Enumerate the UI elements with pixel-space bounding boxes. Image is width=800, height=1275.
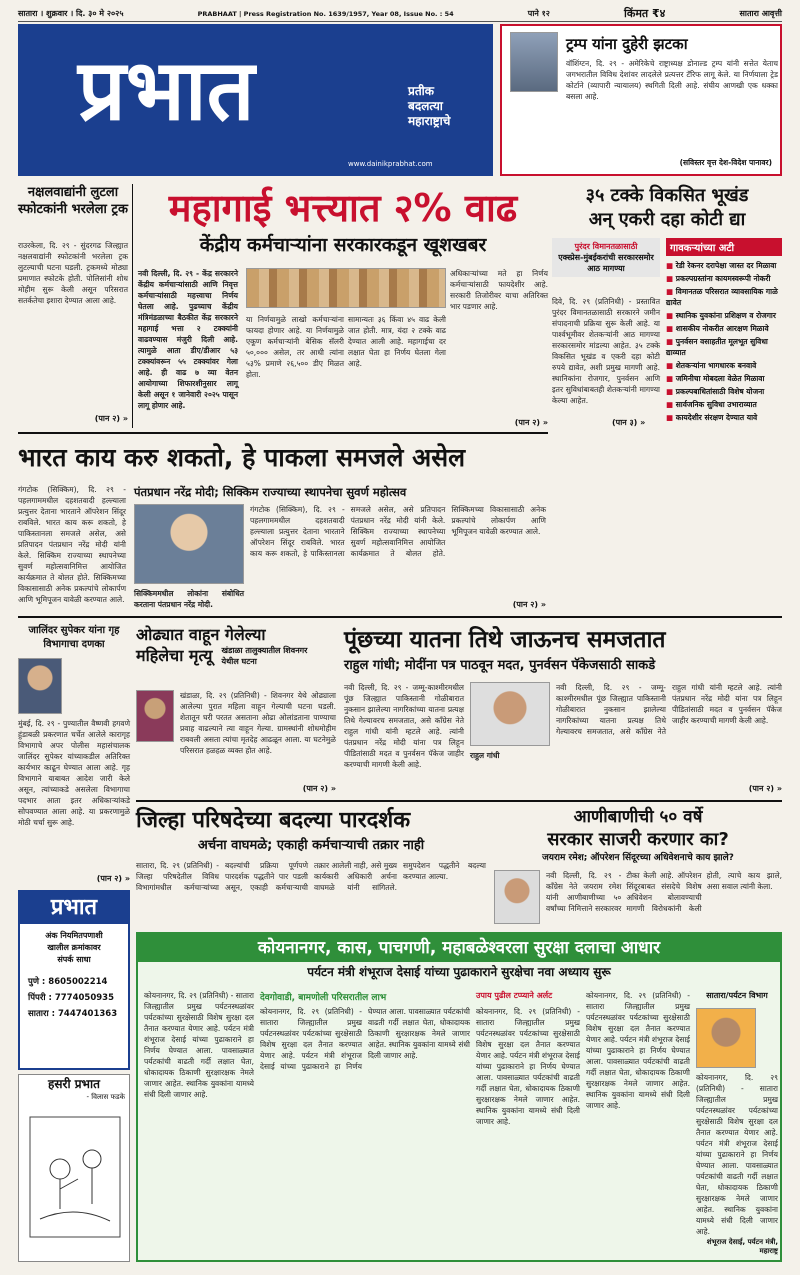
flood-headline-2: महिलेचा मृत्यू	[136, 646, 213, 665]
police-body: मुंबई, दि. २९ - पुण्यातील वैष्णवी हगवणे हुंडाबळी प्रकरणात चर्चेत आलेले कारागृह विभागाचे अपर पोलीस महासंचालक जालिंदर सुपेकर यांच्याकडील अतिरिक्त कार्यभार काढून घेण्यात आला आहे. गृह विभागाने याबाबत आदेश जारी केले असून, त्यांच्याकडे असलेला विभागाचा पदभार आता इतर अधिकाऱ्यांकडे सोपवण्यात आला आहे. या प्रकरणामुळे मोठी चर्चा सुरू आहे.	[18, 719, 130, 827]
zp-body-text: सातारा, दि. २९ (प्रतिनिधी) - जिल्हा परिषदेतील विविध विभागांमधील कर्मचाऱ्यांच्या बदल्यांची प्रक्रिया पूर्णपणे पारदर्शक पद्धतीने पार पडली असून, एकाही कर्मचाऱ्याची तक्रार आलेली नाही, असे मुख्य कार्यकारी अधिकारी अर्चना वाघमळे यांनी सांगितले. समुपदेशन पद्धतीने बदल्या करण्यात आल्या.	[136, 861, 486, 892]
rahul-caption: राहुल गांधी	[470, 751, 500, 760]
naxal-headline: नक्षलवाद्यांनी लुटला स्फोटकांनी भरलेला ट्रक	[18, 185, 128, 217]
land-box	[552, 238, 660, 277]
price: किंमत ₹४	[624, 7, 666, 20]
cartoon-drawing	[20, 1109, 130, 1259]
koyna-body-1: कोयनानगर, दि. २९ (प्रतिनिधी) - सातारा जिल्ह्यातील प्रमुख पर्यटनस्थळांवर पर्यटकांच्या सुरक्षेसाठी विशेष सुरक्षा दल तैनात करण्यात येणार आहे. पर्यटन मंत्री शंभूराज देसाई यांच्या पुढाकाराने हा निर्णय घेण्यात आला. पावसाळ्यात पर्यटकांची वाढती गर्दी लक्षात घेता, धोकादायक ठिकाणी सुरक्षारक्षक नेमले जाणार आहेत. स्थानिक युवकांना यामध्ये संधी दिली जाणार आहे.	[144, 991, 254, 1099]
da-story	[138, 184, 548, 428]
land-box-title: पुरंदर विमानतळासाठी	[574, 242, 638, 251]
modi-photo	[134, 504, 244, 584]
trump-headline: ट्रम्प यांना दुहेरी झटका	[566, 35, 688, 53]
koyna-body-2	[260, 1006, 470, 1256]
rahul-subheadline: राहुल गांधी; मोदींना पत्र पाठवून मदत, पुनर्वसन पॅकेजसाठी साकडे	[344, 658, 656, 673]
police-story	[18, 624, 130, 884]
ad-logo: प्रभात	[20, 892, 128, 924]
masthead	[18, 24, 493, 176]
edition: सातारा आवृत्ती	[739, 9, 782, 18]
flood-story	[136, 624, 336, 794]
ad-line-3: संपर्क साधा	[57, 955, 91, 964]
da-col-1: नवी दिल्ली, दि. २९ - केंद्र सरकारने केंद्रीय कर्मचाऱ्यांसाठी आणि निवृत्त कर्मचाऱ्यांसाठी महत्त्वाचा निर्णय घेतला आहे. पुढच्याच केंद्रीय मंत्रिमंडळाच्या बैठकीत केंद्र सरकारने महागाई भत्ता २ टक्क्यांनी वाढवण्यास मंजुरी दिली आहे. त्यामुळे आता डीए/डीआर ५३ टक्क्यांवरून ५५ टक्क्यांवर गेला आहे. ही वाढ ७ व्या वेतन आयोगाच्या शिफारशीनुसार लागू केली असून १ जानेवारी २०२५ पासून लागू होणार आहे.	[138, 269, 238, 410]
tagline-3: महाराष्ट्राचे	[408, 114, 451, 128]
koyna-body-3: कोयनानगर, दि. २९ (प्रतिनिधी) - सातारा जिल्ह्यातील प्रमुख पर्यटनस्थळांवर पर्यटकांच्या सुरक्षेसाठी विशेष सुरक्षा दल तैनात करण्यात येणार आहे. पर्यटन मंत्री शंभूराज देसाई यांच्या पुढाकाराने हा निर्णय घेण्यात आला. पावसाळ्यात पर्यटकांची वाढती गर्दी लक्षात घेता, धोकादायक ठिकाणी सुरक्षारक्षक नेमले जाणार आहेत. स्थानिक युवकांना यामध्ये संधी दिली जाणार आहे.	[476, 1007, 580, 1126]
modi-body-continued: गंगटोक (सिक्किम), दि. २९ - पहलगाममधील दहशतवादी हल्ल्याला प्रत्युत्तर देताना भारताने ऑपरेशन सिंदूर राबविले. भारत काय करू शकतो, हे पाकिस्तानला समजले असेल, असे प्रतिपादन पंतप्रधान नरेंद्र मोदी यांनी केले. सिक्किम राज्याच्या स्थापनेच्या सुवर्ण महोत्सवानिमित्त आयोजित कार्यक्रमात ते बोलत होते. सिक्किमच्या विकासासाठी अनेक प्रकल्पांचे लोकार्पण आणि भूमिपूजन यावेळी करण्यात आले.	[250, 505, 546, 558]
ad-phone-satara: सातारा : 7447401363	[28, 1009, 118, 1019]
da-col-4: अधिकाऱ्यांच्या मते हा निर्णय कर्मचाऱ्यांसाठी फायदेशीर आहे. सरकारी तिजोरीवर याचा अतिरिक्त भार पडणार आहे.	[450, 269, 548, 311]
naxal-body: राउरकेला, दि. २९ - सुंदरगढ जिल्ह्यात नक्षलवाद्यांनी स्फोटकांनी भरलेला ट्रक लुटल्याची घटना घडली. ट्रकमध्ये मोठ्या प्रमाणात स्फोटके होती. पोलिसांनी शोध मोहीम सुरू केली असून परिसरात सतर्कतेचा इशारा देण्यात आला आहे.	[18, 241, 128, 305]
koyna-body-4: कोयनानगर, दि. २९ (प्रतिनिधी) - सातारा जिल्ह्यातील प्रमुख पर्यटनस्थळांवर पर्यटकांच्या सुरक्षेसाठी विशेष सुरक्षा दल तैनात करण्यात येणार आहे. पर्यटन मंत्री शंभूराज देसाई यांच्या पुढाकाराने हा निर्णय घेण्यात आला. पावसाळ्यात पर्यटकांची वाढती गर्दी लक्षात घेता, धोकादायक ठिकाणी सुरक्षारक्षक नेमले जाणार आहेत. स्थानिक युवकांना यामध्ये संधी दिली जाणार आहे.	[586, 991, 690, 1110]
koyna-caption-2: शंभूराज देसाई, पर्यटन मंत्री, महाराष्ट्र	[706, 1238, 778, 1255]
zp-headline: जिल्हा परिषदेच्या बदल्या पारदर्शक	[136, 808, 411, 833]
trump-story	[500, 24, 782, 176]
tagline-1: प्रतीक	[408, 84, 434, 98]
ad-phone-pimpri: पिंपरी : 7774050935	[28, 993, 114, 1003]
demand-item: ■ प्रकल्पबाधितांसाठी विशेष योजना	[666, 386, 782, 397]
demand-item: ■ स्थानिक युवकांना प्रशिक्षण व रोजगार	[666, 310, 782, 321]
naxal-continued: (पान २) »	[94, 414, 128, 423]
koyna-body-5: कोयनानगर, दि. २९ (प्रतिनिधी) - सातारा जिल्ह्यातील प्रमुख पर्यटनस्थळांवर पर्यटकांच्या सुरक्षेसाठी विशेष सुरक्षा दल तैनात करण्यात येणार आहे. पर्यटन मंत्री शंभूराज देसाई यांच्या पुढाकाराने हा निर्णय घेण्यात आला. पावसाळ्यात पर्यटकांची वाढती गर्दी लक्षात घेता, धोकादायक ठिकाणी सुरक्षारक्षक नेमले जाणार आहेत. स्थानिक युवकांना यामध्ये संधी दिली जाणार आहे.	[696, 1073, 778, 1236]
demand-item: ■ जमिनीचा मोबदला वेळेत मिळावा	[666, 373, 782, 384]
emergency-subheadline: जयराम रमेश; ऑपरेशन सिंदूरच्या अधिवेशनाचे काय झाले?	[542, 853, 734, 863]
emergency-headline-1: आणीबाणीची ५० वर्षे	[573, 807, 703, 827]
koyna-caption-1: सातारा/पर्यटन विभाग	[706, 991, 768, 1000]
modi-subheadline: पंतप्रधान नरेंद्र मोदी; सिक्किम राज्याच्या स्थापनेचा सुवर्ण महोत्सव	[134, 485, 407, 499]
flood-body: खंडाळा, दि. २९ (प्रतिनिधी) - शिवनगर येथे ओढ्याला आलेल्या पुरात महिला वाहून गेल्याची घटना घडली. शेतातून घरी परतत असताना ओढा ओलांडताना पाण्याचा प्रवाह वाढल्याने त्या वाहून गेल्या. ग्रामस्थांनी शोधमोहीम राबवली असता त्यांचा मृतदेह आढळून आला. या घटनेमुळे परिसरात हळहळ व्यक्त होत आहे.	[180, 691, 336, 755]
rahul-body-2	[556, 682, 782, 782]
modi-headline: भारत काय करु शकतो, हे पाकला समजले असेल	[18, 443, 466, 472]
modi-body-2	[250, 504, 546, 610]
subscription-ad	[18, 890, 130, 1070]
trump-body: वॉशिंग्टन, दि. २९ - अमेरिकेचे राष्ट्राध्यक्ष डोनाल्ड ट्रम्प यांनी सत्तेत येताच जगभरातील विविध देशांवर लादलेले प्रत्यत्तर टॅरिफ लागू केले. या निर्णयाला ट्रेड कोर्टाने (व्यापारी न्यायालय) स्थगिती दिली आहे. संघीय आणखी एक धक्का बसला आहे.	[566, 59, 778, 101]
koyna-box-2: उपाय पुढील टप्प्याने अर्लट	[476, 991, 553, 1000]
zp-subheadline: अर्चना वाघमळे; एकाही कर्मचाऱ्याची तक्रार नाही	[197, 838, 425, 853]
modi-caption: सिक्किममधील लोकांना संबोधित करताना पंतप्रधान नरेंद्र मोदी.	[134, 589, 244, 609]
modi-body: गंगटोक (सिक्किम), दि. २९ - पहलगाममधील दहशतवादी हल्ल्याला प्रत्युत्तर देताना भारताने ऑपरेशन सिंदूर राबविले. भारत काय करू शकतो, हे पाकिस्तानला समजले असेल, असे प्रतिपादन पंतप्रधान नरेंद्र मोदी यांनी केले. सिक्किम राज्याच्या स्थापनेच्या सुवर्ण महोत्सवानिमित्त आयोजित कार्यक्रमात ते बोलत होते. सिक्किमच्या विकासासाठी अनेक प्रकल्पांचे लोकार्पण आणि भूमिपूजन यावेळी करण्यात आले.	[18, 485, 126, 604]
koyna-box-1: देवगोवाडी, बामणोली परिसरातील लाभ	[260, 993, 387, 1003]
rahul-continued: (पान २) »	[748, 784, 782, 793]
jairam-photo	[494, 870, 540, 924]
police-continued: (पान २) »	[96, 874, 130, 883]
koyna-body-2-text: कोयनानगर, दि. २९ (प्रतिनिधी) - सातारा जिल्ह्यातील प्रमुख पर्यटनस्थळांवर पर्यटकांच्या सुरक्षेसाठी विशेष सुरक्षा दल तैनात करण्यात येणार आहे. पर्यटन मंत्री शंभूराज देसाई यांच्या पुढाकाराने हा निर्णय घेण्यात आला. पावसाळ्यात पर्यटकांची वाढती गर्दी लक्षात घेता, धोकादायक ठिकाणी सुरक्षारक्षक नेमले जाणार आहेत. स्थानिक युवकांना यामध्ये संधी दिली जाणार आहे.	[260, 1007, 470, 1071]
land-headline-1: ३५ टक्के विकसित भूखंड	[585, 185, 749, 206]
da-continued: (पान २) »	[514, 418, 548, 427]
rahul-headline: पूंछच्या यातना तिथे जाऊनच समजतात	[344, 627, 666, 653]
naxal-story	[18, 184, 128, 424]
emergency-headline-2: सरकार साजरी करणार का?	[547, 829, 729, 850]
emergency-body	[546, 870, 782, 924]
da-subheadline: केंद्रीय कर्मचाऱ्यांना सरकारकडून खूशखबर	[199, 234, 487, 256]
demand-item: ■ शेतकऱ्यांना भागधारक बनवावे	[666, 360, 782, 371]
farmer-box	[666, 238, 782, 618]
demand-item: ■ रेडी रेकनर दरापेक्षा जास्त दर मिळावा	[666, 260, 782, 271]
land-box-text: एक्स्प्रेस-मुंबईकरांची सरकारसमोर आठ मागण्या	[558, 253, 654, 273]
demand-item: ■ सार्वजनिक सुविधा उभाराव्यात	[666, 399, 782, 410]
ad-line-1: अंक नियमितपणाशी	[45, 931, 103, 940]
modi-continued: (पान २) »	[512, 600, 546, 609]
demand-item: ■ पुनर्वसन वसाहतीत मूलभूत सुविधा द्याव्यात	[666, 336, 782, 358]
rahul-body-continued: नवी दिल्ली, दि. २९ - जम्मू-काश्मीरमधील पूंछ जिल्ह्यात पाकिस्तानी गोळीबारात नुकसान झालेल्या नागरिकांच्या यातना प्रत्यक्ष तिथे गेल्यावरच समजतात, असे काँग्रेस नेते राहुल गांधी यांनी म्हटले आहे. त्यांनी पंतप्रधान नरेंद्र मोदी यांना पत्र लिहून पीडितांसाठी मदत व पुनर्वसन पॅकेज जाहीर करण्याची मागणी केली आहे.	[556, 683, 782, 736]
police-headline: जालिंदर सुपेकर यांना गृह विभागाचा दणका	[28, 625, 120, 650]
rahul-body: नवी दिल्ली, दि. २९ - जम्मू-काश्मीरमधील पूंछ जिल्ह्यात पाकिस्तानी गोळीबारात नुकसान झालेल्या नागरिकांच्या यातना प्रत्यक्ष तिथे गेल्यावरच समजतात, असे काँग्रेस नेते राहुल गांधी यांनी म्हटले आहे. त्यांनी पंतप्रधान नरेंद्र मोदी यांना पत्र लिहून पीडितांसाठी मदत व पुनर्वसन पॅकेज जाहीर करण्याची मागणी केली आहे.	[344, 683, 464, 769]
flood-victim-photo	[136, 690, 174, 742]
cartoon-box	[18, 1074, 130, 1262]
da-col-2: या निर्णयामुळे लाखो कर्मचाऱ्यांना फायदा होणार आहे. या निर्णयामुळे एकूण कर्मचाऱ्यांनी बेसिक सॅलरी ५०,००० असेल, तर आधी त्यांना ५३% प्रमाणे २६,५०० डीए मिळत होता.	[246, 315, 344, 379]
land-story	[552, 184, 782, 428]
zp-body	[136, 860, 486, 922]
flood-headline-1: ओढ्यात वाहून गेलेल्या	[136, 625, 266, 644]
dateline: सातारा । शुक्रवार । दि. ३० मे २०२५	[18, 9, 124, 18]
zp-story	[136, 806, 486, 926]
land-headline-2: अन् एकरी दहा कोटी द्या	[588, 209, 746, 230]
farmer-box-title: गावकऱ्यांच्या अटी	[666, 238, 782, 256]
currency-photo	[246, 268, 446, 308]
supekar-photo	[18, 658, 62, 714]
rahul-photo	[470, 682, 550, 746]
farmer-demands	[666, 260, 782, 423]
land-body: दिवे, दि. २९ (प्रतिनिधी) - प्रस्तावित पुरंदर विमानतळासाठी सरकारने जमीन संपादनाची प्रक्रिया सुरू केली आहे. या पार्श्वभूमीवर शेतकऱ्यांनी आठ मागण्या सरकारसमोर मांडल्या आहेत. ३५ टक्के विकसित भूखंड व एकरी दहा कोटी रुपये द्यावेत, अशी प्रमुख मागणी आहे. स्थानिकांना रोजगार, पुनर्वसन आणि इतर सुविधांबाबतही शेतकऱ्यांनी मागण्या केल्या आहेत.	[552, 297, 660, 405]
top-bar	[18, 6, 782, 22]
masthead-logo: प्रभात	[78, 41, 255, 139]
modi-story	[18, 440, 546, 610]
tagline-2: बदलत्या	[408, 99, 443, 113]
desai-photo	[696, 1008, 756, 1068]
rahul-story	[344, 624, 782, 794]
da-col-3: सामान्यतः ३६ किंवा ४५ वाढ केली जात होती. मात्र, यंदा २ टक्के वाढ देण्यात आली आहे. महागाईचा दर लक्षात घेता हा निर्णय घेतला गेला आहे.	[348, 315, 446, 368]
demand-item: ■ विमानतळ परिसरात व्यावसायिक गाळे द्यावेत	[666, 286, 782, 308]
da-headline: महागाई भत्त्यात २% वाढ	[168, 186, 518, 230]
koyna-story	[136, 932, 782, 1262]
emergency-body-text: नवी दिल्ली, दि. २९ - काँग्रेस नेते जयराम रमेश यांनी आणीबाणीच्या ५० वर्षांच्या निमित्ताने सरकारवर टीका केली आहे. ऑपरेशन सिंदूरबाबत संसदेचे विशेष अधिवेशन बोलावण्याची मागणी विरोधकांनी केली होती, त्याचे काय झाले, असा सवाल त्यांनी केला.	[546, 871, 782, 913]
ad-line-2: खालील क्रमांकावर	[47, 943, 101, 952]
cartoon-author: - विलास फडके	[86, 1093, 125, 1101]
website-url: www.dainikprabhat.com	[348, 160, 433, 168]
emergency-story	[494, 806, 782, 926]
trump-photo	[510, 32, 558, 92]
flood-tag: खंडाळा तालुक्यातील शिवनगर येथील घटना	[221, 646, 308, 666]
cartoon-title: हसरी प्रभात	[48, 1077, 100, 1091]
flood-continued: (पान २) »	[302, 784, 336, 793]
demand-item: ■ कायदेशीर संरक्षण देण्यात यावे	[666, 412, 782, 423]
koyna-headline: कोयनानगर, कास, पाचगणी, महाबळेश्वरला सुरक्षा दलाचा आधार	[138, 934, 780, 962]
koyna-subheadline: पर्यटन मंत्री शंभूराज देसाई यांच्या पुढाकाराने सुरक्षेचा नवा अध्याय सुरू	[307, 965, 611, 979]
demand-item: ■ प्रकल्पग्रस्तांना कायमस्वरूपी नोकरी	[666, 273, 782, 284]
press-registration: PRABHAAT | Press Registration No. 1639/1957, Year 08, Issue No. : 54	[197, 9, 454, 18]
trump-credit: (सविस्तर वृत्त देश-विदेश पानावर)	[679, 158, 772, 167]
ad-phone-pune: पुणे : 8605002214	[28, 977, 108, 987]
page-count: पाने १२	[527, 9, 550, 18]
demand-item: ■ शासकीय नोकरीत आरक्षण मिळावे	[666, 323, 782, 334]
land-continued: (पान ३) »	[612, 418, 646, 427]
